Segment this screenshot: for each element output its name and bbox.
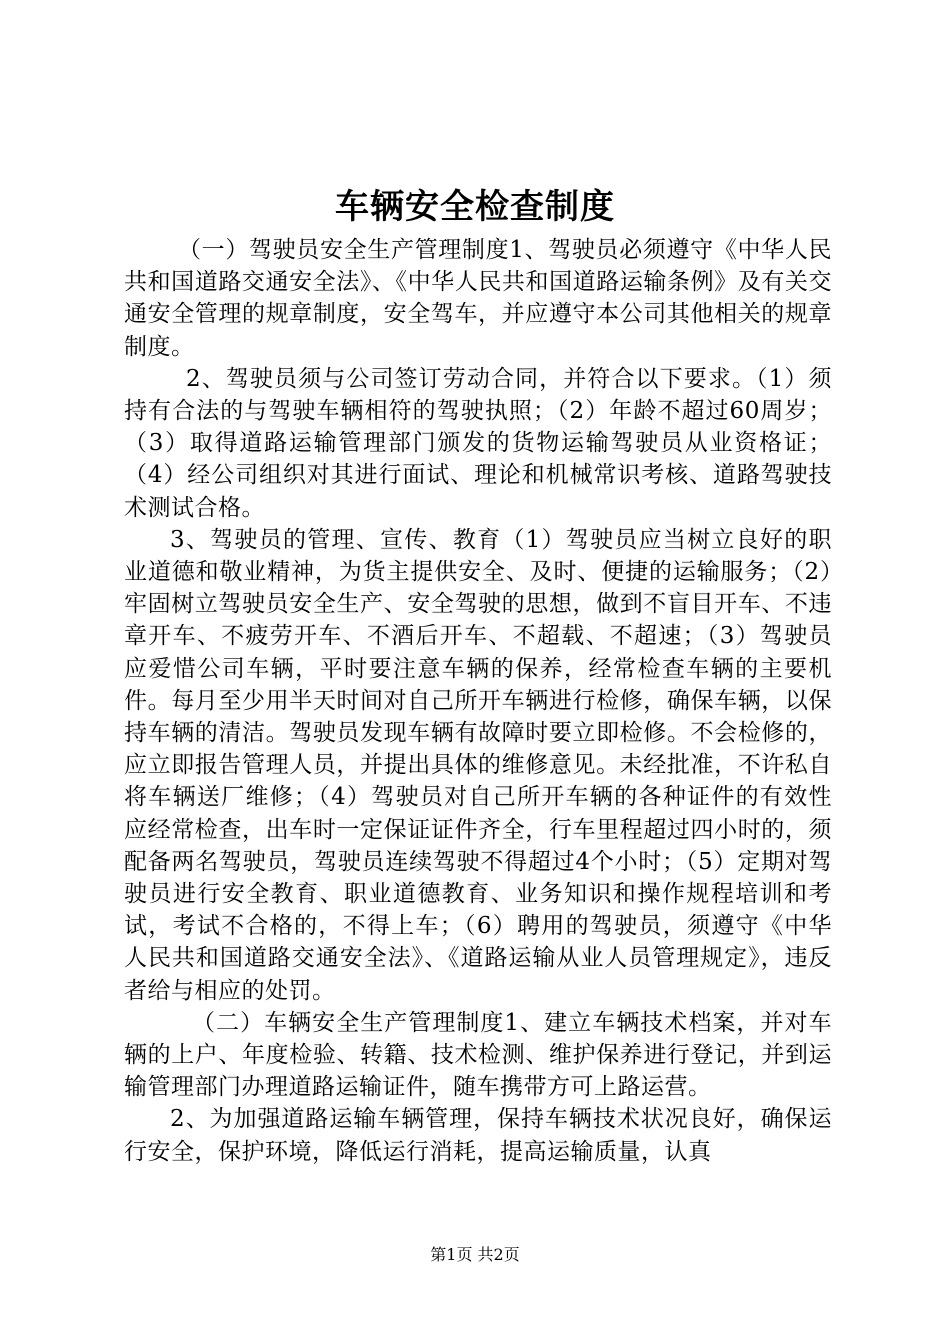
page-footer: 第1页 共2页 <box>430 1245 520 1264</box>
paragraph-driver-safety-rules: （一）驾驶员安全生产管理制度1、驾驶员必须遵守《中华人民共和国道路交通安全法》、《中华人民共和国道路运输条例》及有关交通安全管理的规章制度，安全驾车，并应遵守本公司其他相关的规章制度。 <box>124 237 832 360</box>
paragraph-driver-management: 3、驾驶员的管理、宣传、教育（1）驾驶员应当树立良好的职业道德和敬业精神，为货主提供安全、及时、便捷的运输服务；（2）牢固树立驾驶员安全生产、安全驾驶的思想，做到不盲目开车、不违章开车、不疲劳开车、不酒后开车、不超载、不超速；（3）驾驶员应爱惜公司车辆，平时要注意车辆的保养，经常检查车辆的主要机件。每月至少用半天时间对自己所开车辆进行检修，确保车辆，以保持车辆的清洁。驾驶员发现车辆有故障时要立即检修。不会检修的，应立即报告管理人员，并提出具体的维修意见。未经批准，不许私自将车辆送厂维修；（4）驾驶员对自己所开车辆的各种证件的有效性应经常检查，出车时一定保证证件齐全，行车里程超过四小时的，须配备两名驾驶员，驾驶员连续驾驶不得超过4个小时；（5）定期对驾驶员进行安全教育、职业道德教育、业务知识和操作规程培训和考试，考试不合格的，不得上车；（6）聘用的驾驶员，须遵守《中华人民共和国道路交通安全法》、《道路运输从业人员管理规定》，违反者给与相应的处罚。 <box>124 526 832 1004</box>
paragraph-vehicle-maintenance: 2、为加强道路运输车辆管理，保持车辆技术状况良好，确保运行安全，保护环境，降低运行消耗，提高运输质量，认真 <box>124 1106 832 1165</box>
document-body <box>124 234 832 1168</box>
paragraph-vehicle-safety-rules: （二）车辆安全生产管理制度1、建立车辆技术档案，并对车辆的上户、年度检验、转籍、技术检测、维护保养进行登记，并到运输管理部门办理道路运输证件，随车携带方可上路运营。 <box>124 1009 832 1101</box>
paragraph-driver-requirements: 2、驾驶员须与公司签订劳动合同，并符合以下要求。（1）须持有合法的与驾驶车辆相符的驾驶执照；（2）年龄不超过60周岁；（3）取得道路运输管理部门颁发的货物运输驾驶员从业资格证；（4）经公司组织对其进行面试、理论和机械常识考核、道路驾驶技术测试合格。 <box>124 365 832 521</box>
page-title: 车辆安全检查制度 <box>335 187 615 227</box>
